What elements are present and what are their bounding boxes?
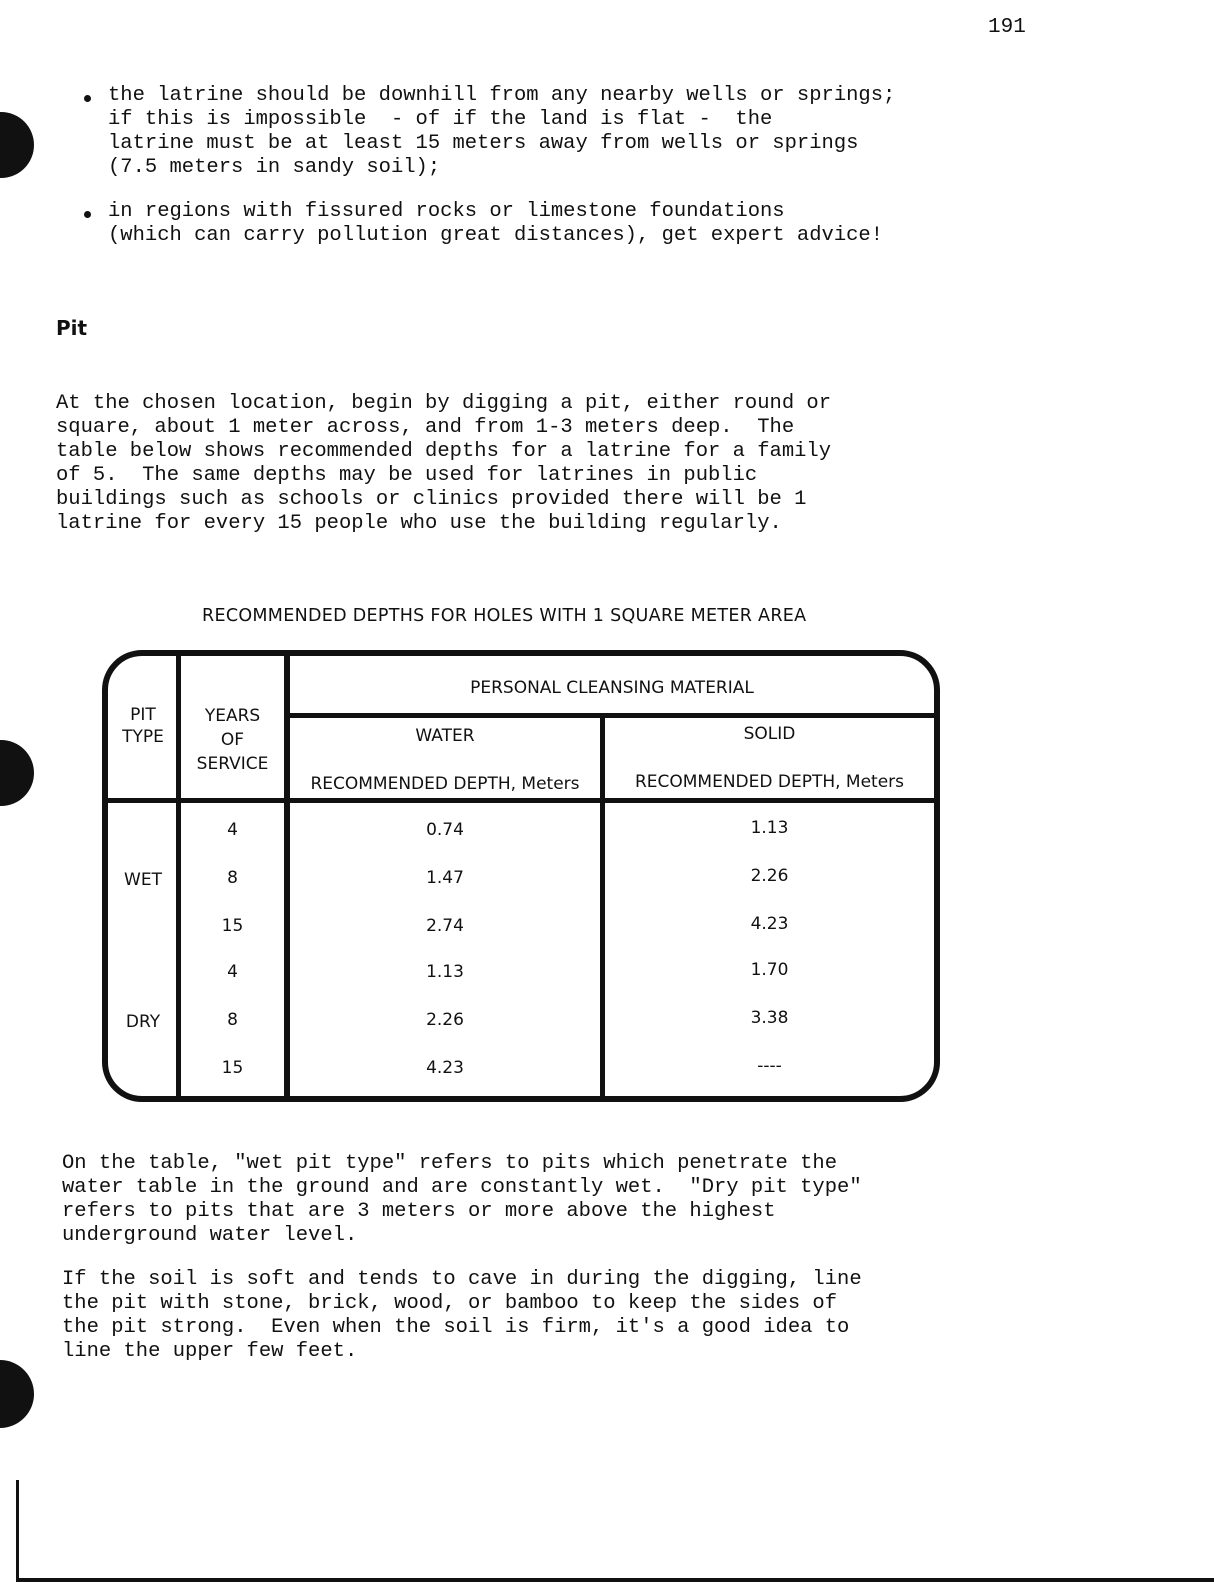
- pit-type-wet: WET: [124, 870, 162, 890]
- bullet-text: [108, 200, 883, 248]
- cell-years: 8: [227, 868, 238, 888]
- bullet-line: if this is impossible - of if the land is flat - the: [108, 108, 773, 131]
- cell-years: 8: [227, 1010, 238, 1030]
- table-title: RECOMMENDED DEPTHS FOR HOLES WITH 1 SQUARE METER AREA: [202, 606, 807, 626]
- paragraph: If the soil is soft and tends to cave in during the digging, line the pit with stone, brick, wood, or bamboo to keep the sides of the pit strong. Even when the soil is firm, it's a good idea to line the upper few feet.: [62, 1268, 862, 1363]
- cell-years: 4: [227, 820, 238, 840]
- cell-water-depth: 1.47: [426, 868, 464, 888]
- bullet-line: latrine must be at least 15 meters away from wells or springs: [108, 132, 859, 155]
- cell-solid-depth: 2.26: [750, 866, 789, 886]
- bullet-line: in regions with fissured rocks or limestone foundations: [108, 200, 785, 223]
- page-number: 191: [988, 16, 1026, 39]
- header-years-of-service: YEARS OF SERVICE: [196, 706, 269, 774]
- paragraph: At the chosen location, begin by digging a pit, either round or square, about 1 meter across, and from 1-3 meters deep. The table below shows recommended depths for a latrine for a family of 5. The same depths may be used for latrines in public buildings such as schools or clinics provided there will be 1 latrine for every 15 people who use the building regularly.: [56, 392, 832, 535]
- bullet-line: the latrine should be downhill from any nearby wells or springs;: [108, 84, 896, 107]
- cell-years: 4: [227, 962, 238, 982]
- bullet-icon: [84, 211, 91, 218]
- cell-years: 15: [221, 916, 244, 936]
- header-cleansing-material: PERSONAL CLEANSING MATERIAL: [470, 678, 754, 698]
- cell-solid-depth: ----: [757, 1056, 782, 1076]
- cell-solid-depth: 3.38: [750, 1008, 789, 1028]
- bullet-text: [108, 84, 895, 180]
- page-edge: [16, 1480, 19, 1582]
- header-pit-type: PIT TYPE: [122, 705, 164, 747]
- margin-marker: [0, 740, 34, 806]
- header-solid: SOLID: [743, 724, 796, 744]
- cell-water-depth: 0.74: [426, 820, 464, 840]
- cell-solid-depth: 4.23: [750, 914, 789, 934]
- margin-marker: [0, 112, 34, 178]
- paragraph: On the table, "wet pit type" refers to pits which penetrate the water table in the ground and are constantly wet. "Dry pit type" refers to pits that are 3 meters or more above the highest underground water level.: [62, 1152, 862, 1247]
- header-depth-solid: RECOMMENDED DEPTH, Meters: [634, 772, 905, 792]
- cell-years: 15: [221, 1058, 244, 1078]
- cell-water-depth: 1.13: [426, 962, 464, 982]
- margin-marker: [0, 1360, 34, 1428]
- table-divider: [108, 798, 934, 803]
- header-depth-water: RECOMMENDED DEPTH, Meters: [310, 774, 580, 794]
- section-heading: Pit: [56, 316, 88, 340]
- bullet-line: (7.5 meters in sandy soil);: [108, 156, 441, 179]
- header-water: WATER: [415, 726, 475, 746]
- cell-water-depth: 4.23: [426, 1058, 464, 1078]
- cell-solid-depth: 1.70: [750, 960, 789, 980]
- page-edge: [16, 1578, 1214, 1582]
- cell-solid-depth: 1.13: [750, 818, 789, 838]
- cell-water-depth: 2.74: [426, 916, 464, 936]
- cell-water-depth: 2.26: [426, 1010, 464, 1030]
- bullet-line: (which can carry pollution great distances), get expert advice!: [108, 224, 884, 247]
- pit-type-dry: DRY: [125, 1012, 161, 1032]
- bullet-icon: [84, 95, 91, 102]
- table-divider: [286, 713, 934, 718]
